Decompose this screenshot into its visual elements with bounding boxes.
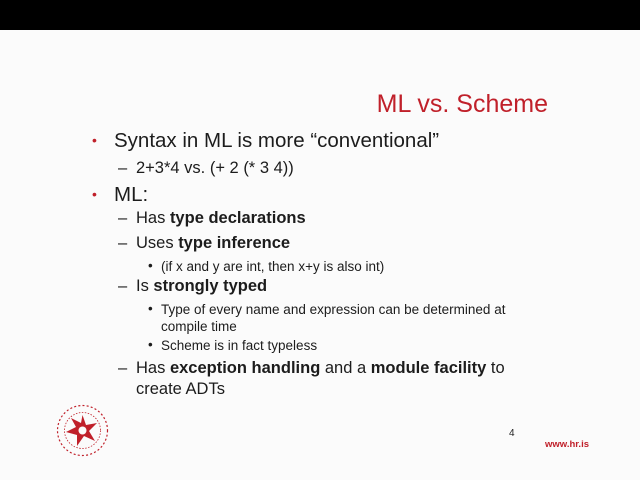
bullet-dot-icon: •	[92, 186, 97, 202]
page-number: 4	[509, 428, 515, 439]
bullet-syntax	[92, 129, 440, 153]
subbullet-bold-text: type declarations	[169, 209, 306, 227]
subbullet-text-line2: create ADTs	[136, 380, 225, 398]
subbullet-text: Is	[136, 277, 154, 295]
bullet-dot-icon: •	[148, 337, 153, 352]
detail-type-determined	[148, 301, 506, 335]
dash-marker: –	[118, 209, 128, 227]
slide-title: ML vs. Scheme	[376, 90, 548, 118]
detail-text-line1: Type of every name and expression can be determined at	[161, 302, 506, 317]
detail-text: (if x and y are int, then x+y is also int)	[161, 259, 385, 274]
subbullet-type-declarations	[118, 209, 306, 228]
subbullet-bold-text: module facility	[370, 359, 487, 377]
subbullet-text: to	[486, 359, 505, 377]
subbullet-bold-text: type inference	[178, 234, 291, 252]
slide	[0, 30, 640, 480]
dash-marker: –	[118, 359, 128, 377]
bullet-text: Syntax in ML is more “conventional”	[114, 129, 440, 152]
bullet-text: ML:	[114, 183, 149, 206]
bullet-dot-icon: •	[92, 132, 97, 148]
footer-url: www.hr.is	[545, 439, 589, 450]
detail-scheme-typeless	[148, 337, 318, 354]
bullet-dot-icon: •	[148, 258, 153, 273]
bullet-ml	[92, 183, 149, 207]
dash-marker: –	[118, 277, 128, 295]
logo-center	[79, 427, 87, 435]
detail-type-inference	[148, 258, 385, 275]
subbullet-exception-handling	[118, 358, 505, 400]
subbullet-text: Uses	[136, 234, 179, 252]
subbullet-text: and a	[320, 359, 371, 377]
subbullet-text: Has	[136, 209, 170, 227]
detail-text: Scheme is in fact typeless	[161, 338, 318, 353]
bullet-dot-icon: •	[148, 301, 153, 316]
subbullet-bold-text: exception handling	[169, 359, 321, 377]
university-logo	[55, 403, 110, 458]
subbullet-text: Has	[136, 359, 170, 377]
subbullet-bold-text: strongly typed	[153, 277, 268, 295]
subbullet-text: 2+3*4 vs. (+ 2 (* 3 4))	[136, 159, 294, 177]
detail-text-line2: compile time	[161, 319, 237, 334]
subbullet-strongly-typed	[118, 277, 268, 296]
subbullet-syntax-example	[118, 159, 294, 178]
dash-marker: –	[118, 234, 128, 252]
subbullet-type-inference	[118, 234, 291, 253]
dash-marker: –	[118, 159, 128, 177]
